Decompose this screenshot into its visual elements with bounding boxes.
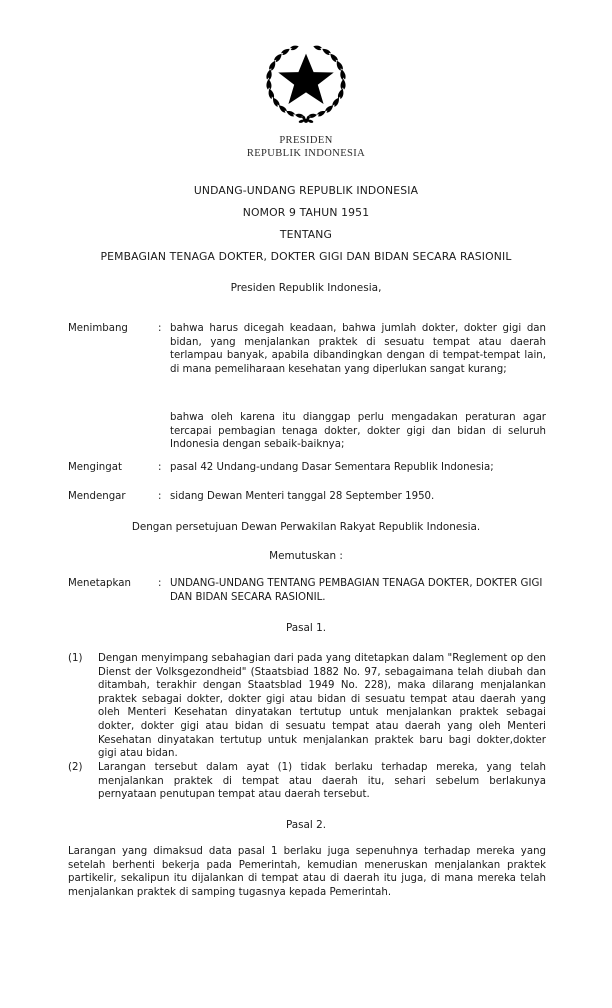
pasal-2-text: Larangan yang dimaksud data pasal 1 berlaku juga sepenuhnya terhadap mereka yang setelah berhenti bekerja pada Pemerintah, kemudian meneruskan menjalankan praktek partikelir, sekalipun itu dijalankan di tempat atau di daerah itu juga, di mana mereka telah menjalankan praktek di samping tugasnya kepada Pemerintah. bbox=[68, 846, 546, 898]
garuda-star-wreath-emblem bbox=[258, 33, 354, 129]
title-line-number: NOMOR 9 TAHUN 1951 bbox=[242, 206, 370, 219]
mendengar-label: Mendengar bbox=[68, 491, 126, 502]
mendengar-value: sidang Dewan Menteri tanggal 28 September 1950. bbox=[170, 491, 435, 502]
pasal-1-heading: Pasal 1. bbox=[285, 622, 327, 634]
menimbang-colon: : bbox=[158, 323, 162, 334]
document-title-block bbox=[56, 180, 556, 268]
dpr-approval-line: Dengan persetujuan Dewan Perwakilan Rakyat Republik Indonesia. bbox=[131, 521, 481, 533]
emblem-block bbox=[0, 33, 612, 160]
pasal-1-ayat-1-marker: (1) bbox=[68, 653, 83, 664]
mendengar-colon: : bbox=[158, 491, 162, 502]
title-line-about: TENTANG bbox=[279, 228, 333, 241]
menimbang-paragraph-1: bahwa harus dicegah keadaan, bahwa jumlah dokter, dokter gigi dan bidan, yang menjalankan praktek di sesuatu tempat atau daerah terlampau banyak, apabila dibandingkan dengan di tempat-tempat lain, di mana pemeliharaan kesehatan yang diperlukan sangat kurang; bbox=[170, 323, 546, 375]
mengingat-value: pasal 42 Undang-undang Dasar Sementara Republik Indonesia; bbox=[170, 462, 494, 473]
memutuskan-line: Memutuskan : bbox=[269, 550, 343, 562]
pasal-1-ayat-1-text: Dengan menyimpang sebahagian dari pada yang ditetapkan dalam "Reglement op den Dienst der Volksgezondheid" (Staatsbiad 1882 No. 97, sebagaimana telah diubah dan ditambah, terakhir dengan Staatsblad 1949 No. 228), maka dilarang menjalankan praktek sebagai dokter, dokter gigi atau bidan di sesuatu tempat atau daerah yang oleh Menteri Kesehatan dinyatakan tertutup untuk menjalankan praktek sebagai dokter, dokter gigi atau bidan di sesuatu tempat atau daerah yang oleh Menteri Kesehatan dinyatakan tertutup untuk menjalankan praktek baru bagi dokter,dokter gigi atau bidan. bbox=[98, 653, 546, 760]
emblem-caption-line1: PRESIDEN bbox=[279, 135, 333, 146]
menimbang-label: Menimbang bbox=[68, 323, 128, 334]
menetapkan-label: Menetapkan bbox=[68, 578, 131, 589]
title-line-law-name: UNDANG-UNDANG REPUBLIK INDONESIA bbox=[193, 184, 419, 197]
menimbang-paragraph-2: bahwa oleh karena itu dianggap perlu mengadakan peraturan agar tercapai pembagian tenaga dokter, dokter gigi dan bidan di seluruh Indonesia dengan sebaik-baiknya; bbox=[170, 412, 546, 451]
menimbang-row-1 bbox=[68, 322, 546, 376]
emblem-caption-line2: REPUBLIK INDONESIA bbox=[246, 147, 366, 159]
title-line-subject: PEMBAGIAN TENAGA DOKTER, DOKTER GIGI DAN BIDAN SECARA RASIONIL bbox=[100, 250, 512, 263]
mengingat-row bbox=[68, 461, 546, 475]
star-icon bbox=[278, 54, 333, 104]
mengingat-label: Mengingat bbox=[68, 462, 122, 473]
issuing-authority: Presiden Republik Indonesia, bbox=[230, 282, 382, 294]
mengingat-colon: : bbox=[158, 462, 162, 473]
emblem-caption bbox=[0, 135, 612, 160]
menetapkan-value: UNDANG-UNDANG TENTANG PEMBAGIAN TENAGA DOKTER, DOKTER GIGI DAN BIDAN SECARA RASIONIL. bbox=[170, 578, 543, 603]
menimbang-row-2 bbox=[68, 411, 546, 452]
mendengar-row bbox=[68, 490, 546, 504]
pasal-1-ayat-2-text: Larangan tersebut dalam ayat (1) tidak berlaku terhadap mereka, yang telah menjalankan praktek di tempat atau daerah itu, sehari sebelum berlakunya pernyataan penutupan tempat atau daerah tersebut. bbox=[98, 762, 546, 801]
menetapkan-row bbox=[68, 577, 546, 604]
menetapkan-colon: : bbox=[158, 578, 162, 589]
pasal-1-ayat-2-marker: (2) bbox=[68, 762, 83, 773]
pasal-1-ayat-2 bbox=[68, 761, 546, 802]
pasal-1-ayat-1 bbox=[68, 652, 546, 761]
pasal-2-heading: Pasal 2. bbox=[285, 819, 327, 831]
